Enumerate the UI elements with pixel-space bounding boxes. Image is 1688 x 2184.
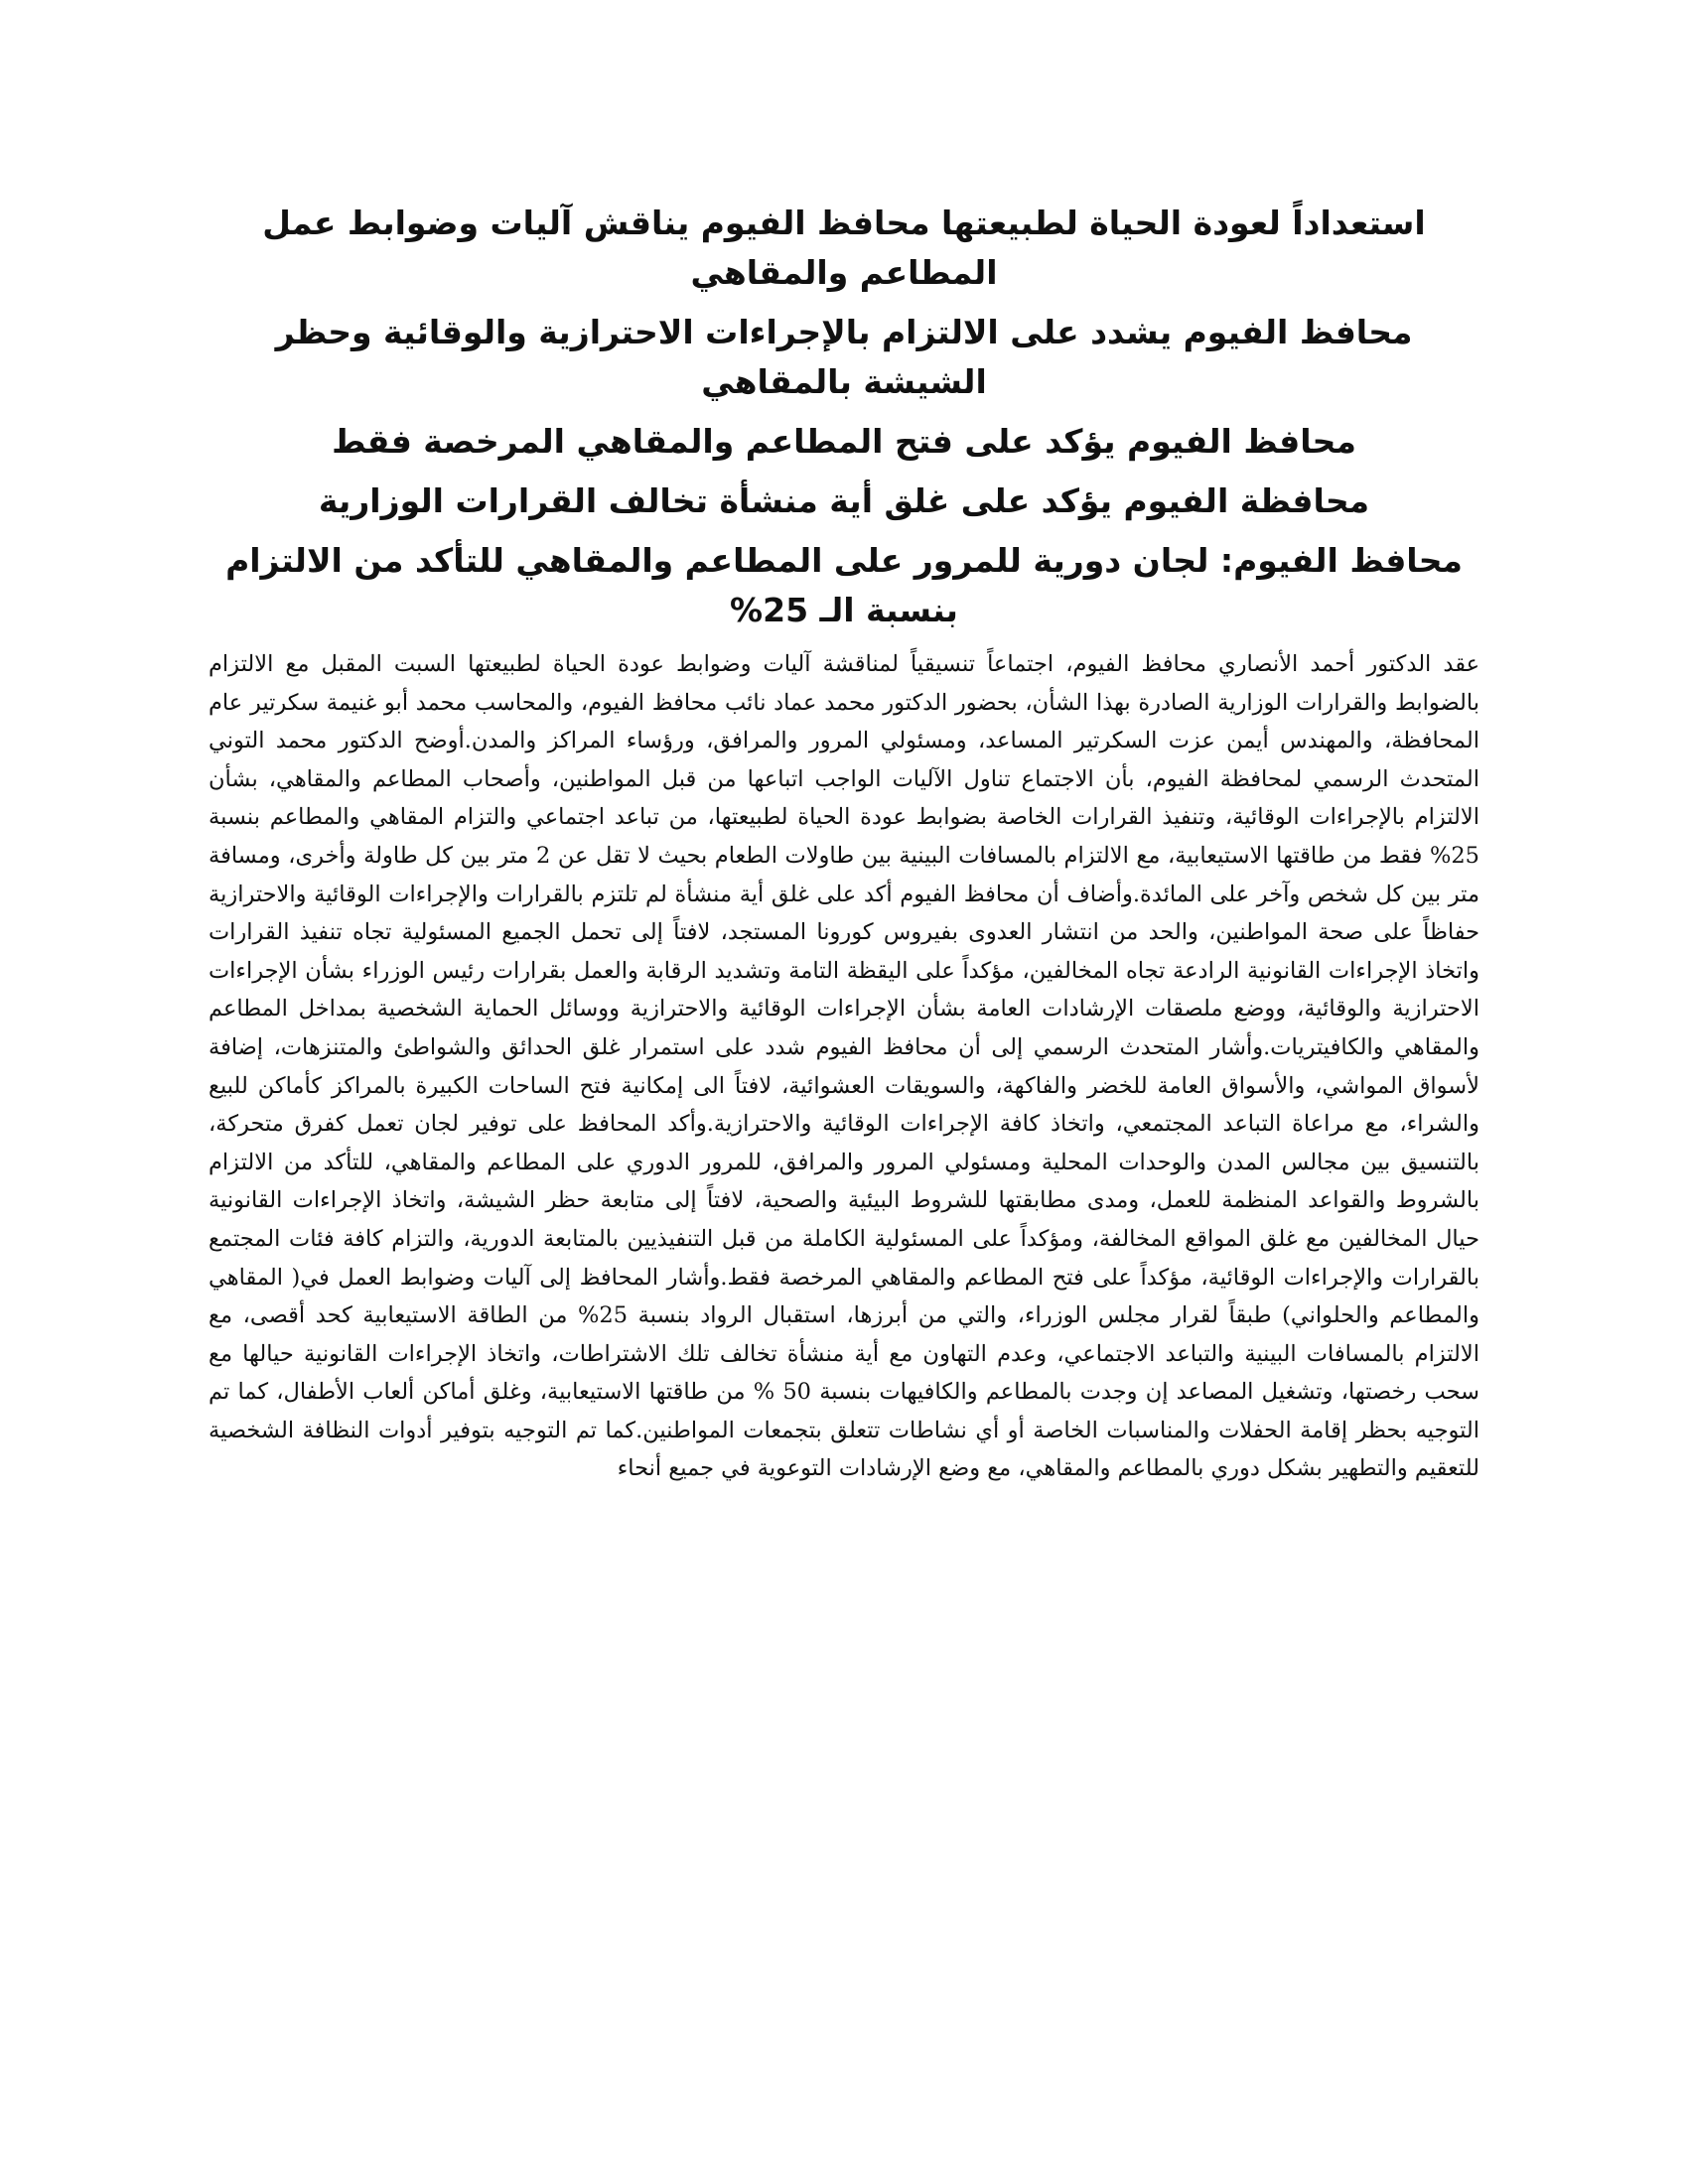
headline-shisha-ban: محافظ الفيوم يشدد على الالتزام بالإجراءات الاحترازية والوقائية وحظر الشيشة بالمقاهي	[275, 313, 1413, 401]
headline-main: استعداداً لعودة الحياة لطبيعتها محافظ الفيوم يناقش آليات وضوابط عمل المطاعم والمقاهي	[262, 204, 1426, 292]
headlines-block	[209, 199, 1479, 635]
article-body: عقد الدكتور أحمد الأنصاري محافظ الفيوم، اجتماعاً تنسيقياً لمناقشة آليات وضوابط عودة الحياة لطبيعتها السبت المقبل مع الالتزام بالضوابط والقرارات الوزارية الصادرة بهذا الشأن، بحضور الدكتور محمد عماد نائب محافظ الفيوم، والمحاسب محمد أبو غنيمة سكرتير عام المحافظة، والمهندس أيمن عزت السكرتير المساعد، ومسئولي المرور والمرافق، ورؤساء المراكز والمدن.أوضح الدكتور محمد التوني المتحدث الرسمي لمحافظة الفيوم، بأن الاجتماع تناول الآليات الواجب اتباعها من قبل المواطنين، وأصحاب المطاعم والمقاهي، بشأن الالتزام بالإجراءات الوقائية، وتنفيذ القرارات الخاصة بضوابط عودة الحياة لطبيعتها، من تباعد اجتماعي والتزام المقاهي والمطاعم بنسبة 25% فقط من طاقتها الاستيعابية، مع الالتزام بالمسافات البينية بين طاولات الطعام بحيث لا تقل عن 2 متر بين كل طاولة وأخرى، ومسافة متر بين كل شخص وآخر على المائدة.وأضاف أن محافظ الفيوم أكد على غلق أية منشأة لم تلتزم بالقرارات والإجراءات الوقائية والاحترازية حفاظاً على صحة المواطنين، والحد من انتشار العدوى بفيروس كورونا المستجد، لافتاً إلى تحمل الجميع المسئولية تجاه تنفيذ القرارات واتخاذ الإجراءات القانونية الرادعة تجاه المخالفين، مؤكداً على اليقظة التامة وتشديد الرقابة والعمل بقرارات رئيس الوزراء بشأن الإجراءات الاحترازية والوقائية، ووضع ملصقات الإرشادات العامة بشأن الإجراءات الوقائية والاحترازية ووسائل الحماية الشخصية بمداخل المطاعم والمقاهي والكافيتريات.وأشار المتحدث الرسمي إلى أن محافظ الفيوم شدد على استمرار غلق الحدائق والشواطئ والمتنزهات، إضافة لأسواق المواشي، والأسواق العامة للخضر والفاكهة، والسويقات العشوائية، لافتاً الى إمكانية فتح الساحات الكبيرة بالمراكز كأماكن للبيع والشراء، مع مراعاة التباعد المجتمعي، واتخاذ كافة الإجراءات الوقائية والاحترازية.وأكد المحافظ على توفير لجان تعمل كفرق متحركة، بالتنسيق بين مجالس المدن والوحدات المحلية ومسئولي المرور والمرافق، للمرور الدوري على المطاعم والمقاهي، للتأكد من الالتزام بالشروط والقواعد المنظمة للعمل، ومدى مطابقتها للشروط البيئية والصحية، لافتاً إلى متابعة حظر الشيشة، واتخاذ الإجراءات القانونية حيال المخالفين مع غلق المواقع المخالفة، ومؤكداً على المسئولية الكاملة من قبل التنفيذيين بالمتابعة الدورية، والتزام كافة فئات المجتمع بالقرارات والإجراءات الوقائية، مؤكداً على فتح المطاعم والمقاهي المرخصة فقط.وأشار المحافظ إلى آليات وضوابط العمل في( المقاهي والمطاعم والحلواني) طبقاً لقرار مجلس الوزراء، والتي من أبرزها، استقبال الرواد بنسبة 25% من الطاقة الاستيعابية كحد أقصى، مع الالتزام بالمسافات البينية والتباعد الاجتماعي، وعدم التهاون مع أية منشأة تخالف تلك الاشتراطات، واتخاذ الإجراءات القانونية حيالها مع سحب رخصتها، وتشغيل المصاعد إن وجدت بالمطاعم والكافيهات بنسبة 50 % من طاقتها الاستيعابية، وغلق أماكن ألعاب الأطفال، كما تم التوجيه بحظر إقامة الحفلات والمناسبات الخاصة أو أي نشاطات تتعلق بتجمعات المواطنين.كما تم التوجيه بتوفير أدوات النظافة الشخصية للتعقيم والتطهير بشكل دوري بالمطاعم والمقاهي، مع وضع الإرشادات التوعوية في جميع أنحاء	[209, 651, 1479, 1482]
headline-inspection-committees: محافظ الفيوم: لجان دورية للمرور على المطاعم والمقاهي للتأكد من الالتزام بنسبة الـ 25%	[225, 541, 1463, 629]
headline-closure: محافظة الفيوم يؤكد على غلق أية منشأة تخالف القرارات الوزارية	[318, 481, 1370, 520]
headline-licensed-only: محافظ الفيوم يؤكد على فتح المطاعم والمقاهي المرخصة فقط	[332, 422, 1356, 461]
